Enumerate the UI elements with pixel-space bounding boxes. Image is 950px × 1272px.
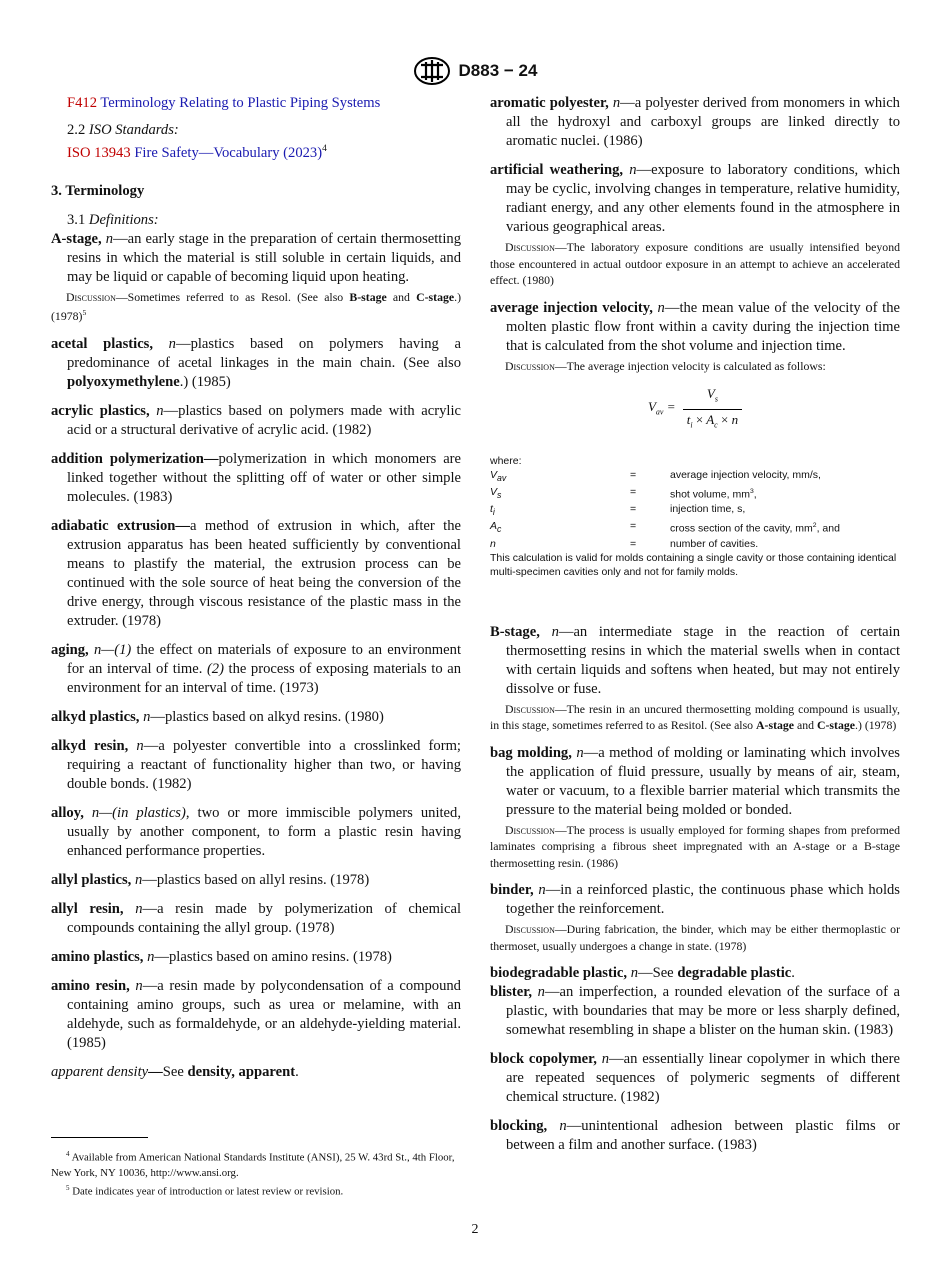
term-alkyd-plastics: alkyd plastics, n—plastics based on alkyd resins. (1980) [51,708,384,725]
discussion-a-stage: Discussion—Sometimes referred to as Resol. (See also B-stage and C-stage.) $(1978)^5$ [51,289,462,324]
page-header [0,56,950,86]
term-a-stage: A-stage, n—an early stage in the preparation of certain thermosetting resins in which the material is still soluble in certain liquids, and may be liquid or capable of becoming liquid upon heating. [51,230,461,285]
where-row: $V_s$ = shot volume, $mm^3$, [490,486,757,501]
term-apparent-density: apparent density—See density, apparent. [51,1063,299,1080]
discussion-binder: Discussion—During fabrication, the binder, which may be either thermoplastic or thermoset, usually undergoes a change in state. (1978) [490,922,900,953]
where-row: $A_c$ = cross section of the cavity, $mm^2$, and [490,520,840,535]
footnote-4: $^4$ Available from American National Standards Institute (ANSI), 25 W. 43rd St., 4th Floor, New York, NY 10036, http://www.ansi.org. [51,1150,455,1179]
term-biodegradable-plastic: biodegradable plastic, n—See degradable plastic. [490,965,795,982]
footnote-divider [51,1137,148,1138]
velocity-formula: $V_{av}$ = $\frac{V_s}{t_i \times A_c \times n}$ [490,384,900,434]
section-heading: 3. Terminology [51,182,145,199]
left-column [51,94,461,1092]
ref-f412-title[interactable]: Terminology Relating to Plastic Piping Systems [100,95,381,111]
term-blister: blister, n—an imperfection, a rounded elevation of the surface of a plastic, with boundaries that may be more or less sharply defined, somewhat resembling in shape a blister on the human skin. (1983) [490,984,900,1039]
term-alloy: alloy, n—(in plastics), two or more immiscible polymers united, usually by another component, to form a plastic resin having enhanced performance properties. [51,804,461,859]
where-row: $t_i$ = injection time, s, [490,503,746,518]
term-aromatic-polyester: aromatic polyester, n—a polyester derived from monomers in which all the hydroxyl and carboxyl groups are linked directly to aromatic nuclei. (1986) [490,95,900,149]
footnote-5: $^5$ Date indicates year of introduction or latest review or revision. [66,1183,344,1198]
page-number: 2 [471,1222,479,1237]
ref-iso-title[interactable]: Fire Safety—Vocabulary (2023) [134,144,323,161]
term-average-injection-velocity: average injection velocity, n—the mean value of the velocity of the molten plastic flow front within a cavity during the injection time that is calculated from the shot volume and injection time. [490,299,900,354]
where-row: n = number of cavities. [490,537,759,550]
term-b-stage: B-stage, n—an intermediate stage in the reaction of certain thermosetting resins in which the material swells when in contact with certain liquids and softens when heated, but may not entirely dissolve or fuse. [490,623,901,697]
term-alkyd-resin: alkyd resin, n—a polyester convertible into a crosslinked form; requiring a reactant of functionality higher than two, or having double bonds. (1982) [51,737,461,792]
term-binder: binder, n—in a reinforced plastic, the continuous phase which holds together the reinforcement. [490,882,900,918]
discussion-bag-molding: Discussion—The process is usually employed for forming shapes from preformed laminates comprising a fibrous sheet impregnated with an A-stage or a B-stage thermosetting resin. (1986) [490,822,900,870]
term-amino-resin: amino resin, n—a resin made by polycondensation of a compound containing amino groups, such as urea or melamine, with an aldehyde, such as formaldehyde, or an aldehyde-yielding material. (1985) [51,977,461,1051]
discussion-artificial-weathering: Discussion—The laboratory exposure conditions are usually intensified beyond those encountered in actual outdoor exposure in an attempt to achieve an accelerated effect. (1980) [490,240,900,287]
where-row: $V_{av}$ = average injection velocity, mm/s, [490,469,821,484]
document-number: D883 − 24 [458,61,538,80]
astm-logo-icon [413,56,451,86]
where-note: This calculation is valid for molds containing a single cavity or those containing identical multi-specimen cavities only and not for family molds. [490,551,897,578]
term-allyl-plastics: allyl plastics, n—plastics based on allyl resins. (1978) [51,871,370,888]
term-blocking: blocking, n—unintentional adhesion between plastic films or between a film and another surface. (1983) [490,1118,901,1154]
term-artificial-weathering: artificial weathering, n—exposure to laboratory conditions, which may be cyclic, involving changes in temperature, relative humidity, radiant energy, and any other elements found in the atmosphere in various geographical areas. [490,162,900,235]
where-table [490,468,900,550]
term-allyl-resin: allyl resin, n—a resin made by polymerization of chemical compounds containing the allyl group. (1978) [51,900,461,936]
term-aging: aging, n—(1) the effect on materials of exposure to an environment for an interval of time. (2) the process of exposing materials to an environment for an interval of time. (1973) [51,641,461,696]
discussion-b-stage: Discussion—The resin in an uncured thermosetting molding compound is usually, in this stage, sometimes referred to as Resitol. (See also A-stage and C-stage.) (1978) [490,701,900,733]
term-acrylic-plastics: acrylic plastics, n—plastics based on polymers made with acrylic acid or a structural derivative of acrylic acid. (1982) [51,402,461,438]
term-bag-molding: bag molding, n—a method of molding or laminating which involves the application of fluid pressure, usually by means of air, steam, water or vacuum, to a flexible barrier material which transmits the pressure to the material being molded or bonded. [490,744,900,818]
discussion-average-injection-velocity: Discussion—The average injection velocity is calculated as follows: [505,358,826,373]
right-column [490,94,900,1165]
footnotes [51,1147,461,1199]
definitions-heading: 3.1 Definitions: [67,211,159,228]
ref-f412-code[interactable]: F412 [67,95,98,111]
ref-iso-code[interactable]: ISO 13943 [67,144,131,161]
ref-iso13943: ISO 13943 Fire Safety—Vocabulary $(2023)^4$ [67,144,327,161]
where-block: where: $V_{av}$ = average injection velocity, mm/s, $V_s$ = shot volume, $mm^3$, $t_i$ = injection time, s, $A_c$ = cross section of the cavity, $mm^2$, and n = number of cavities. This calculation is valid for molds containing a single cavity or those containing identical multi-specimen cavities only and not for family molds. [490,454,900,578]
term-acetal-plastics: acetal plastics, n—plastics based on polymers having a predominance of acetal linkages in the main chain. (See also polyoxymethylene.) (1985) [51,335,461,390]
term-amino-plastics: amino plastics, n—plastics based on amino resins. (1978) [51,948,392,965]
ref-f412 [51,94,461,113]
iso-heading: 2.2 ISO Standards: [67,122,179,138]
term-adiabatic-extrusion: adiabatic extrusion—a method of extrusion in which, after the extrusion apparatus has been heated sufficiently by conventional means to plastify the material, the extrusion process can be continued with the sole source of heat being the conversion of the drive energy, through viscous resistance of the plastic mass in the extruder. (1978) [51,517,462,629]
term-block-copolymer: block copolymer, n—an essentially linear copolymer in which there are repeated sequences of polymeric segments of different chemical structure. (1982) [490,1051,900,1106]
term-addition-polymerization: addition polymerization—polymerization in which monomers are linked together without the splitting off of water or other simple molecules. (1983) [51,450,462,505]
